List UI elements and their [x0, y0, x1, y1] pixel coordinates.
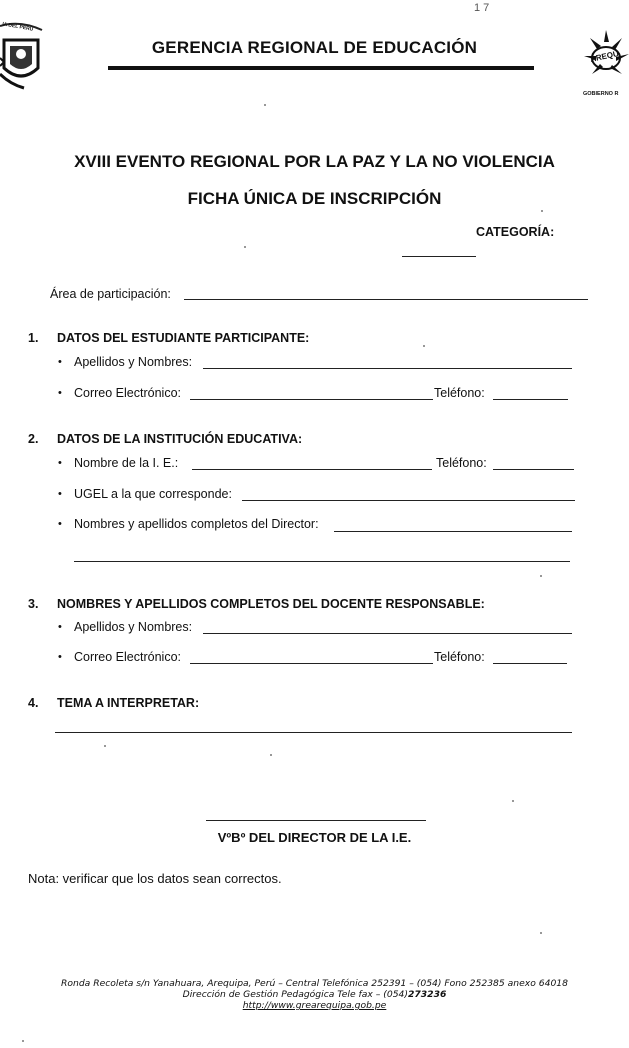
teacher-phone-input-line[interactable]: [493, 663, 567, 664]
ugel-label: UGEL a la que corresponde:: [74, 487, 232, 501]
left-logo-text: IA DEL PERÚ: [1, 21, 34, 33]
student-phone-input-line[interactable]: [493, 399, 568, 400]
teacher-email-label: Correo Electrónico:: [74, 650, 181, 664]
student-name-input-line[interactable]: [203, 368, 572, 369]
right-logo-text: GOBIERNO R: [583, 91, 619, 97]
bullet-icon: •: [58, 621, 62, 633]
teacher-email-input-line[interactable]: [190, 663, 433, 664]
footer-website-link[interactable]: http://www.grearequipa.gob.pe: [242, 1000, 387, 1011]
right-logo-mark: AREQU: [589, 49, 620, 64]
bullet-icon: •: [58, 457, 62, 469]
topic-input-line[interactable]: [55, 732, 572, 733]
scan-speck: [104, 745, 106, 747]
section-1-number: 1.: [28, 331, 39, 345]
scan-speck: [264, 104, 266, 106]
footer-address: Ronda Recoleta s/n Yanahuara, Arequipa, Perú – Central Telefónica 252391 – (054) Fono 252385 anexo 64018: [61, 978, 568, 989]
student-email-label: Correo Electrónico:: [74, 386, 181, 400]
footer-fax-number: 273236: [408, 989, 447, 1000]
signature-label: VºBº DEL DIRECTOR DE LA I.E.: [217, 830, 412, 845]
bullet-icon: •: [58, 651, 62, 663]
teacher-name-label: Apellidos y Nombres:: [74, 620, 193, 634]
section-2-title: DATOS DE LA INSTITUCIÓN EDUCATIVA:: [57, 432, 303, 446]
student-email-input-line[interactable]: [190, 399, 433, 400]
section-4-title: TEMA A INTERPRETAR:: [57, 696, 200, 710]
footer-fax: [0, 989, 629, 1000]
category-input-line[interactable]: [402, 256, 476, 257]
footer-fax-prefix: Dirección de Gestión Pedagógica Tele fax – (054): [182, 989, 408, 1000]
section-2-number: 2.: [28, 432, 39, 446]
teacher-phone-label: Teléfono:: [434, 650, 485, 664]
scan-speck: [540, 932, 542, 934]
school-phone-label: Teléfono:: [436, 456, 487, 470]
signature-line[interactable]: [206, 820, 426, 821]
director-name-continuation-line[interactable]: [74, 561, 570, 562]
teacher-name-input-line[interactable]: [203, 633, 572, 634]
scan-speck: [541, 210, 543, 212]
student-phone-label: Teléfono:: [434, 386, 485, 400]
school-phone-input-line[interactable]: [493, 469, 574, 470]
bullet-icon: •: [58, 356, 62, 368]
area-label: Área de participación:: [50, 287, 171, 301]
form-subtitle: FICHA ÚNICA DE INSCRIPCIÓN: [187, 189, 442, 208]
organization-title: GERENCIA REGIONAL DE EDUCACIÓN: [151, 38, 478, 57]
verification-note: Nota: verificar que los datos sean correctos.: [28, 871, 282, 886]
student-name-label: Apellidos y Nombres:: [74, 355, 193, 369]
scan-speck: [540, 575, 542, 577]
section-4-number: 4.: [28, 696, 39, 710]
header-rule: [108, 66, 534, 70]
bullet-icon: •: [58, 387, 62, 399]
footer: [0, 978, 629, 1011]
scan-speck: [22, 1040, 24, 1042]
scan-speck: [244, 246, 246, 248]
bullet-icon: •: [58, 518, 62, 530]
ugel-input-line[interactable]: [242, 500, 575, 501]
category-label: CATEGORÍA:: [476, 225, 555, 239]
section-3-number: 3.: [28, 597, 39, 611]
director-name-label: Nombres y apellidos completos del Director:: [74, 517, 319, 531]
director-name-input-line[interactable]: [334, 531, 572, 532]
scan-speck: [512, 800, 514, 802]
school-name-input-line[interactable]: [192, 469, 432, 470]
event-title: XVIII EVENTO REGIONAL POR LA PAZ Y LA NO VIOLENCIA: [74, 152, 555, 171]
bullet-icon: •: [58, 488, 62, 500]
section-3-title: NOMBRES Y APELLIDOS COMPLETOS DEL DOCENTE RESPONSABLE:: [57, 597, 485, 611]
section-1-title: DATOS DEL ESTUDIANTE PARTICIPANTE:: [57, 331, 310, 345]
page-mark: 17: [474, 2, 493, 14]
scan-speck: [270, 754, 272, 756]
scan-speck: [423, 345, 425, 347]
area-input-line[interactable]: [184, 299, 588, 300]
school-name-label: Nombre de la I. E.:: [74, 456, 179, 470]
